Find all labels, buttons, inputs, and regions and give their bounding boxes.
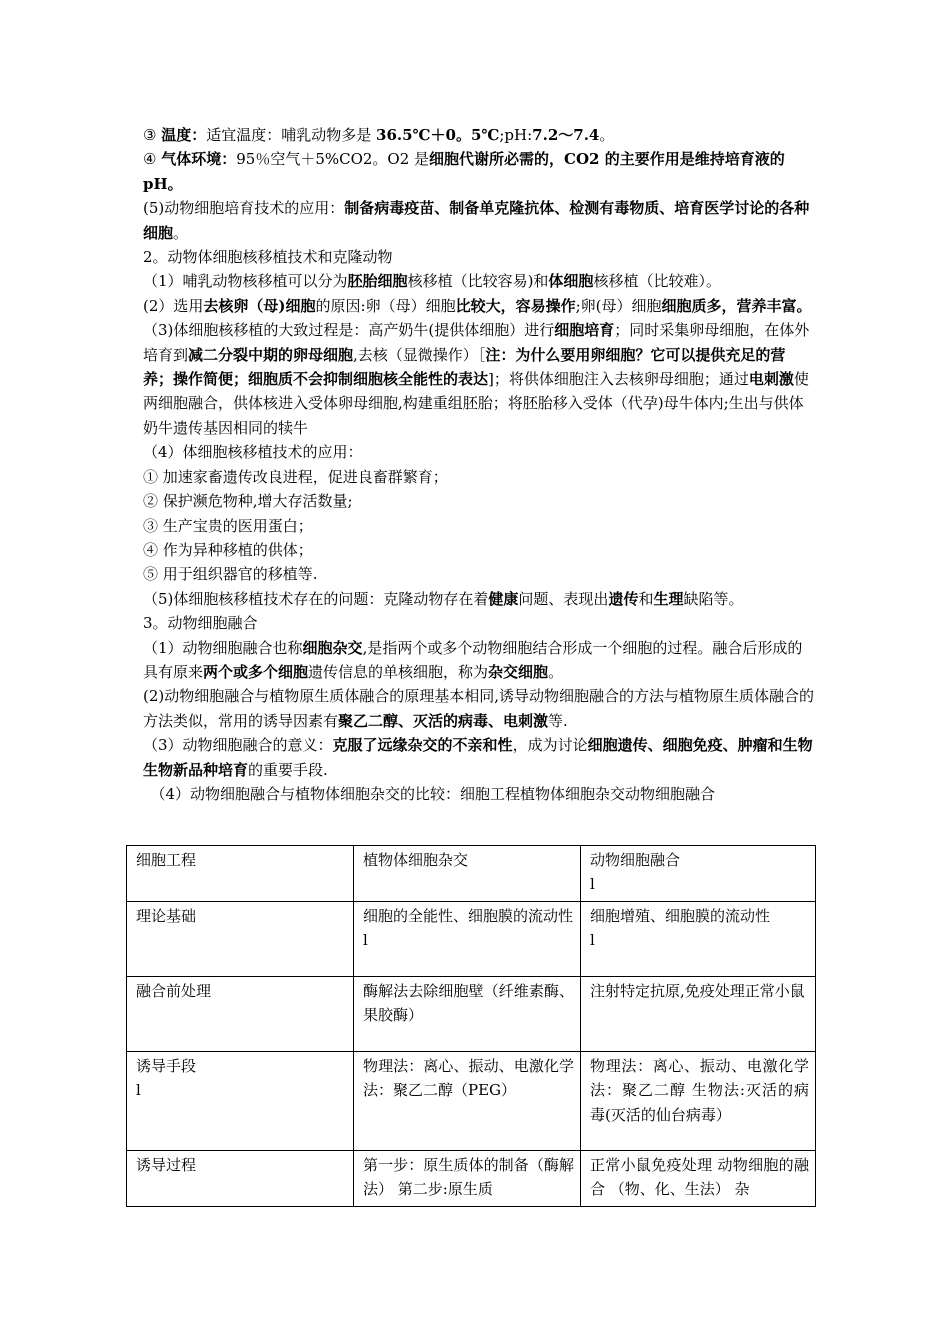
table-cell: 正常小鼠免疫处理 动物细胞的融合 （物、化、生法） 杂 bbox=[581, 1150, 816, 1206]
table-cell: 注射特定抗原,免疫处理正常小鼠 bbox=[581, 976, 816, 1051]
paragraph-applications-heading: （4）体细胞核移植技术的应用： bbox=[143, 443, 363, 462]
table-cell: 细胞增殖、细胞膜的流动性 l bbox=[581, 901, 816, 976]
paragraph-fusion-significance: （3）动物细胞融合的意义：克服了远缘杂交的不亲和性，成为讨论细胞遗传、细胞免疫、肿瘤和生物生物新品种培育的重要手段. bbox=[143, 736, 813, 779]
paragraph-fusion-definition: （1）动物细胞融合也称细胞杂交,是指两个或多个动物细胞结合形成一个细胞的过程。融合后形成的具有原来两个或多个细胞遗传信息的单核细胞，称为杂交细胞。 bbox=[143, 638, 803, 681]
table-cell: 细胞的全能性、细胞膜的流动性 l bbox=[354, 901, 581, 976]
table-cell: 物理法：离心、振动、电激化学法：聚乙二醇 生物法:灭活的病毒(灭活的仙台病毒） bbox=[581, 1051, 816, 1150]
list-item-1: ① 加速家畜遗传改良进程，促进良畜群繁育； bbox=[143, 467, 448, 486]
paragraph-temperature: ③ 温度：适宜温度：哺乳动物多是 36.5℃＋0。5℃;pH:7.2～7.4。 bbox=[143, 126, 615, 144]
table-cell: 第一步：原生质体的制备（酶解法） 第二步:原生质 bbox=[354, 1150, 581, 1206]
table-cell: 诱导过程 bbox=[127, 1150, 354, 1206]
table-row bbox=[127, 846, 816, 902]
paragraph-culture-application: (5)动物细胞培育技术的应用：制备病毒疫苗、制备单克隆抗体、检测有毒物质、培育医学讨论的各种细胞。 bbox=[143, 199, 810, 242]
paragraph-nuclear-transfer-process: （3)体细胞核移植的大致过程是：高产奶牛(提供体细胞）进行细胞培育；同时采集卵母细胞，在体外培育到减二分裂中期的卵母细胞,去核（显微操作）［注：为什么要用卵细胞？它可以提供充足的营养；操作简便；细胞质不会抑制细胞核全能性的表达]；将供体细胞注入去核卵母细胞；通过电刺激使两细胞融合，供体核进入受体卵母细胞,构建重组胚胎；将胚胎移入受体（代孕)母牛体内;生出与供体奶牛遗传基因相同的犊牛 bbox=[143, 321, 810, 437]
table-cell: 植物体细胞杂交 bbox=[354, 846, 581, 902]
list-item-2: ② 保护濒危物种,增大存活数量; bbox=[143, 492, 353, 511]
list-item-3: ③ 生产宝贵的医用蛋白； bbox=[143, 516, 313, 535]
table-row bbox=[127, 976, 816, 1051]
table-cell: 酶解法去除细胞壁（纤维素酶、果胶酶） bbox=[354, 976, 581, 1051]
paragraph-comparison-heading: （4）动物细胞融合与植物体细胞杂交的比较：细胞工程植物体细胞杂交动物细胞融合 bbox=[143, 784, 716, 803]
paragraph-oocyte-reason: (2）选用去核卵（母)细胞的原因:卵（母）细胞比较大，容易操作;卵(母）细胞细胞质多，营养丰富。 bbox=[143, 296, 812, 315]
section-heading-3: 3。动物细胞融合 bbox=[143, 614, 258, 633]
table-row bbox=[127, 1051, 816, 1150]
paragraph-gas-environment: ④ 气体环境：95％空气＋5%CO2。O2 是细胞代谢所必需的，CO2 的主要作用是维持培育液的 pH。 bbox=[143, 150, 785, 193]
table-cell: 理论基础 bbox=[127, 901, 354, 976]
list-item-4: ④ 作为异种移植的供体； bbox=[143, 540, 313, 559]
table-row bbox=[127, 1150, 816, 1206]
comparison-table bbox=[126, 845, 816, 1207]
table-cell: 动物细胞融合 l bbox=[581, 846, 816, 902]
table-cell: 诱导手段 l bbox=[127, 1051, 354, 1150]
table-row bbox=[127, 901, 816, 976]
paragraph-nuclear-transfer-types: （1）哺乳动物核移植可以分为胚胎细胞核移植（比较容易)和体细胞核移植（比较难）。 bbox=[143, 272, 721, 291]
table-cell: 细胞工程 bbox=[127, 846, 354, 902]
paragraph-fusion-inducers: (2)动物细胞融合与植物原生质体融合的原理基本相同,诱导动物细胞融合的方法与植物原生质体融合的方法类似，常用的诱导因素有聚乙二醇、灭活的病毒、电刺激等. bbox=[143, 687, 815, 730]
document-body bbox=[143, 123, 815, 806]
section-heading-2: 2。动物体细胞核移植技术和克隆动物 bbox=[143, 248, 393, 267]
paragraph-problems: （5)体细胞核移植技术存在的问题：克隆动物存在着健康问题、表现出遗传和生理缺陷等。 bbox=[143, 589, 744, 608]
table-cell: 融合前处理 bbox=[127, 976, 354, 1051]
list-item-5: ⑤ 用于组织器官的移植等. bbox=[143, 565, 318, 584]
table-cell: 物理法：离心、振动、电激化学法：聚乙二醇（PEG） bbox=[354, 1051, 581, 1150]
